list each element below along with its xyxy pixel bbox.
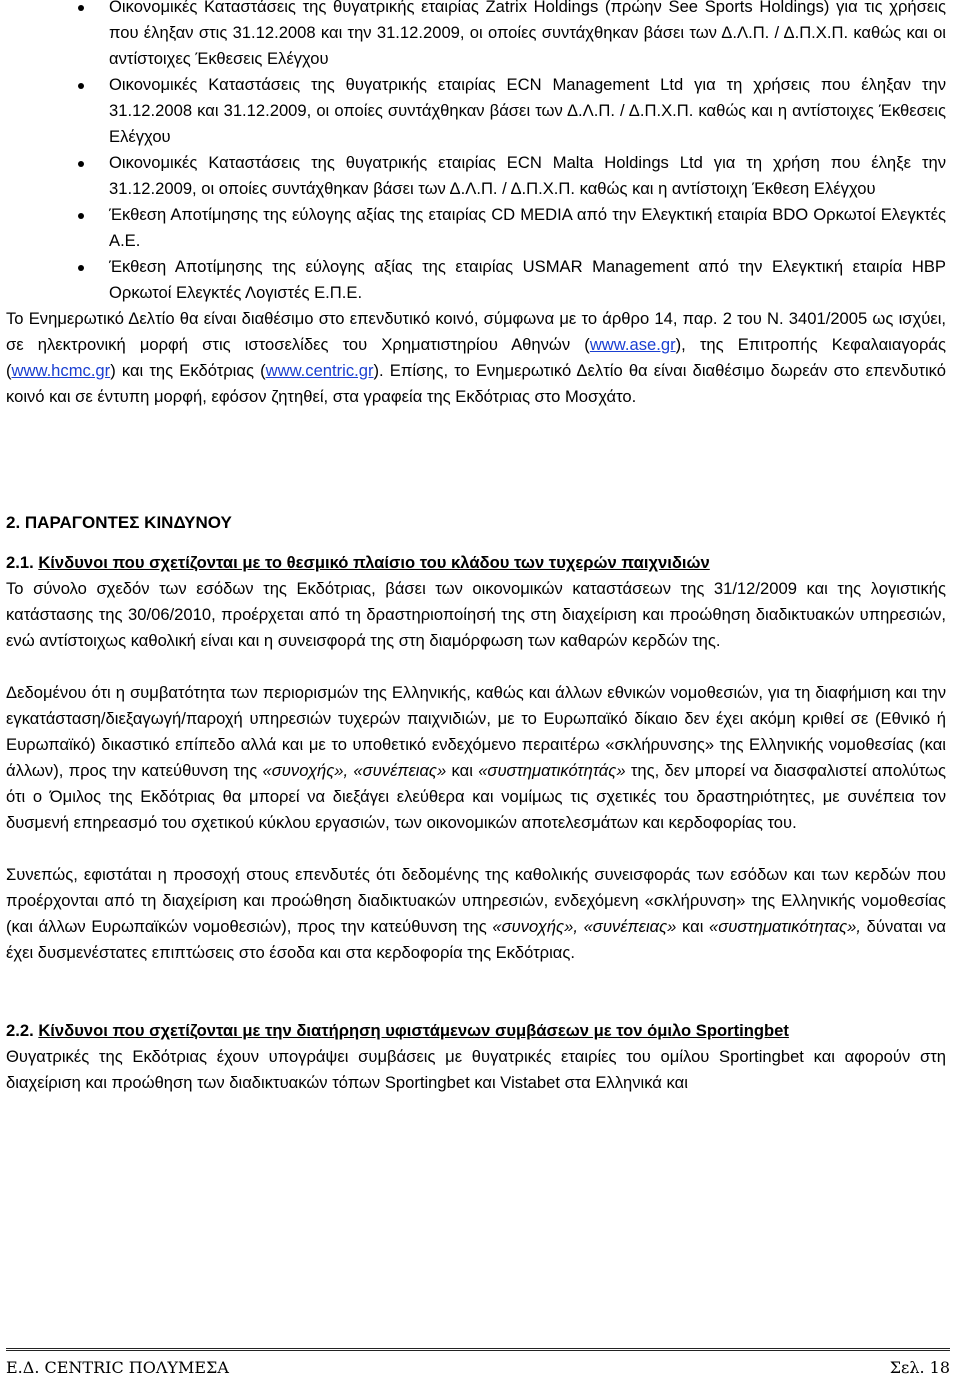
hcmc-link[interactable]: www.hcmc.gr [11, 361, 111, 380]
bullet-icon [78, 161, 84, 167]
page-number: Σελ. 18 [889, 1358, 950, 1377]
ase-link[interactable]: www.ase.gr [589, 335, 676, 354]
paragraph: Συνεπώς, εφιστάται η προσοχή στους επενδυτές ότι δεδομένης της καθολικής συνεισφοράς των εσόδων και των κερδών που προέρχονται από τη διαχείριση και προώθηση διαδικτυακών υπηρεσιών, ενδεχόμενη «σκλήρυνση» της Ελληνικής νομοθεσίας (και άλλων Ευρωπαϊκών νομοθεσιών), προς την κατεύθυνση της «συνοχής», «συνέπειας» και «συστηματικότητας», δύναται να έχει δυσμενέστατες επιπτώσεις στο έσοδα και στα κερδοφορία της Εκδότριας. [6, 865, 946, 962]
centric-link[interactable]: www.centric.gr [265, 361, 374, 380]
subsection-heading: 2.2. Κίνδυνοι που σχετίζονται με την διατήρηση υφιστάμενων συμβάσεων με τον όμιλο Sportingbet [6, 1021, 789, 1040]
list-item: Οικονομικές Καταστάσεις της θυγατρικής εταιρίας Zatrix Holdings (πρώην See Sports Holdings) για τις χρήσεις που έληξαν στις 31.12.2008 και την 31.12.2009, οι οποίες συντάχθηκαν βάσει των Δ.Λ.Π. / Δ.Π.Χ.Π. καθώς και οι αντίστοιχες Έκθεσεις Ελέγχου [6, 0, 946, 72]
list-item: Οικονομικές Καταστάσεις της θυγατρικής εταιρίας ECN Malta Holdings Ltd για τη χρήση που έληξε την 31.12.2009, οι οποίες συντάχθηκαν βάσει των Δ.Λ.Π. / Δ.Π.Χ.Π. καθώς και η αντίστοιχη Έκθεση Ελέγχου [6, 150, 946, 202]
paragraph: Το σύνολο σχεδόν των εσόδων της Εκδότριας, βάσει των οικονομικών καταστάσεων της 31/12/2009 και της λογιστικής κατάστασης της 30/06/2010, προέρχεται από τη δραστηριοποίησή της στη διαχείριση και προώθηση διαδικτυακών υπηρεσιών, ενώ αντίστοιχως καθολική είναι και η συνεισφορά της στη διαμόρφωση των καθαρών κερδών της. [6, 579, 946, 650]
bullet-icon [78, 83, 84, 89]
paragraph: Θυγατρικές της Εκδότριας έχουν υπογράψει συμβάσεις με θυγατρικές εταιρίες του ομίλου Sportingbet και αφορούν στη διαχείριση και προώθηση των διαδικτυακών τόπων Sportingbet και Vistabet στα Ελληνικά και [6, 1047, 946, 1092]
paragraph: Δεδομένου ότι η συμβατότητα των περιορισμών της Ελληνικής, καθώς και άλλων εθνικών νομοθεσιών, για τη διαφήμιση και την εγκατάσταση/διεξαγωγή/παροχή υπηρεσιών τυχερών παιχνιδιών, με το Ευρωπαϊκό δίκαιο δεν έχει ακόμη κριθεί σε (Εθνικό ή Ευρωπαϊκό) δικαστικό επίπεδο αλλά και με το υποθετικό ενδεχόμενο περαιτέρω «σκλήρυνσης» της Ελληνικής νομοθεσίας (και άλλων), προς την κατεύθυνση της «συνοχής», «συνέπειας» και «συστηματικότητάς» της, δεν μπορεί να διασφαλιστεί απολύτως ότι ο Όμιλος της Εκδότριας θα μπορεί να διεξάγει ελεύθερα και νομίμως τις σχετικές του δραστηριότητες, με συνέπεια τον δυσμενή επηρεασμό του σχετικού κύκλου εργασιών, των οικονομικών αποτελεσμάτων και κερδοφορίας του. [6, 683, 946, 832]
subsection-heading: 2.1. Κίνδυνοι που σχετίζονται με το θεσμικό πλαίσιο του κλάδου των τυχερών παιχνιδιών [6, 553, 710, 572]
bullet-icon [78, 265, 84, 271]
page-footer [6, 1348, 950, 1381]
document-list [6, 0, 946, 306]
availability-paragraph: Το Ενημερωτικό Δελτίο θα είναι διαθέσιμο στο επενδυτικό κοινό, σύμφωνα με το άρθρο 14, παρ. 2 του Ν. 3401/2005 ως ισχύει, σε ηλεκτρονική μορφή στις ιστοσελίδες του Χρηματιστηρίου Αθηνών (www.ase.gr), της Επιτροπής Κεφαλαιαγοράς (www.hcmc.gr) και της Εκδότριας (www.centric.gr). Επίσης, το Ενημερωτικό Δελτίο θα είναι διαθέσιμο δωρεάν στο επενδυτικό κοινό και σε έντυπη μορφή, εφόσον ζητηθεί, στα γραφεία της Εκδότριας στο Μοσχάτο. [6, 309, 947, 406]
list-item: Έκθεση Αποτίμησης της εύλογης αξίας της εταιρίας USMAR Management από την Ελεγκτική εταιρία HBP Ορκωτοί Ελεγκτές Λογιστές Ε.Π.Ε. [6, 254, 946, 306]
bullet-icon [78, 213, 84, 219]
document-page [6, 0, 946, 1096]
list-item: Οικονομικές Καταστάσεις της θυγατρικής εταιρίας ECN Management Ltd για τη χρήσεις που έληξαν την 31.12.2008 και 31.12.2009, οι οποίες συντάχθηκαν βάσει των Δ.Λ.Π. / Δ.Π.Χ.Π. καθώς και η αντίστοιχες Έκθεσεις Ελέγχου [6, 72, 946, 150]
list-item: Έκθεση Αποτίμησης της εύλογης αξίας της εταιρίας CD MEDIA από την Ελεγκτική εταιρία BDO Ορκωτοί Ελεγκτές Α.Ε. [6, 202, 946, 254]
footer-company: Ε.Δ. CENTRIC ΠΟΛΥΜΕΣΑ [6, 1358, 229, 1377]
section-heading: 2. ΠΑΡΑΓΟΝΤΕΣ ΚΙΝΔΥΝΟΥ [6, 513, 232, 532]
bullet-icon [78, 5, 84, 11]
